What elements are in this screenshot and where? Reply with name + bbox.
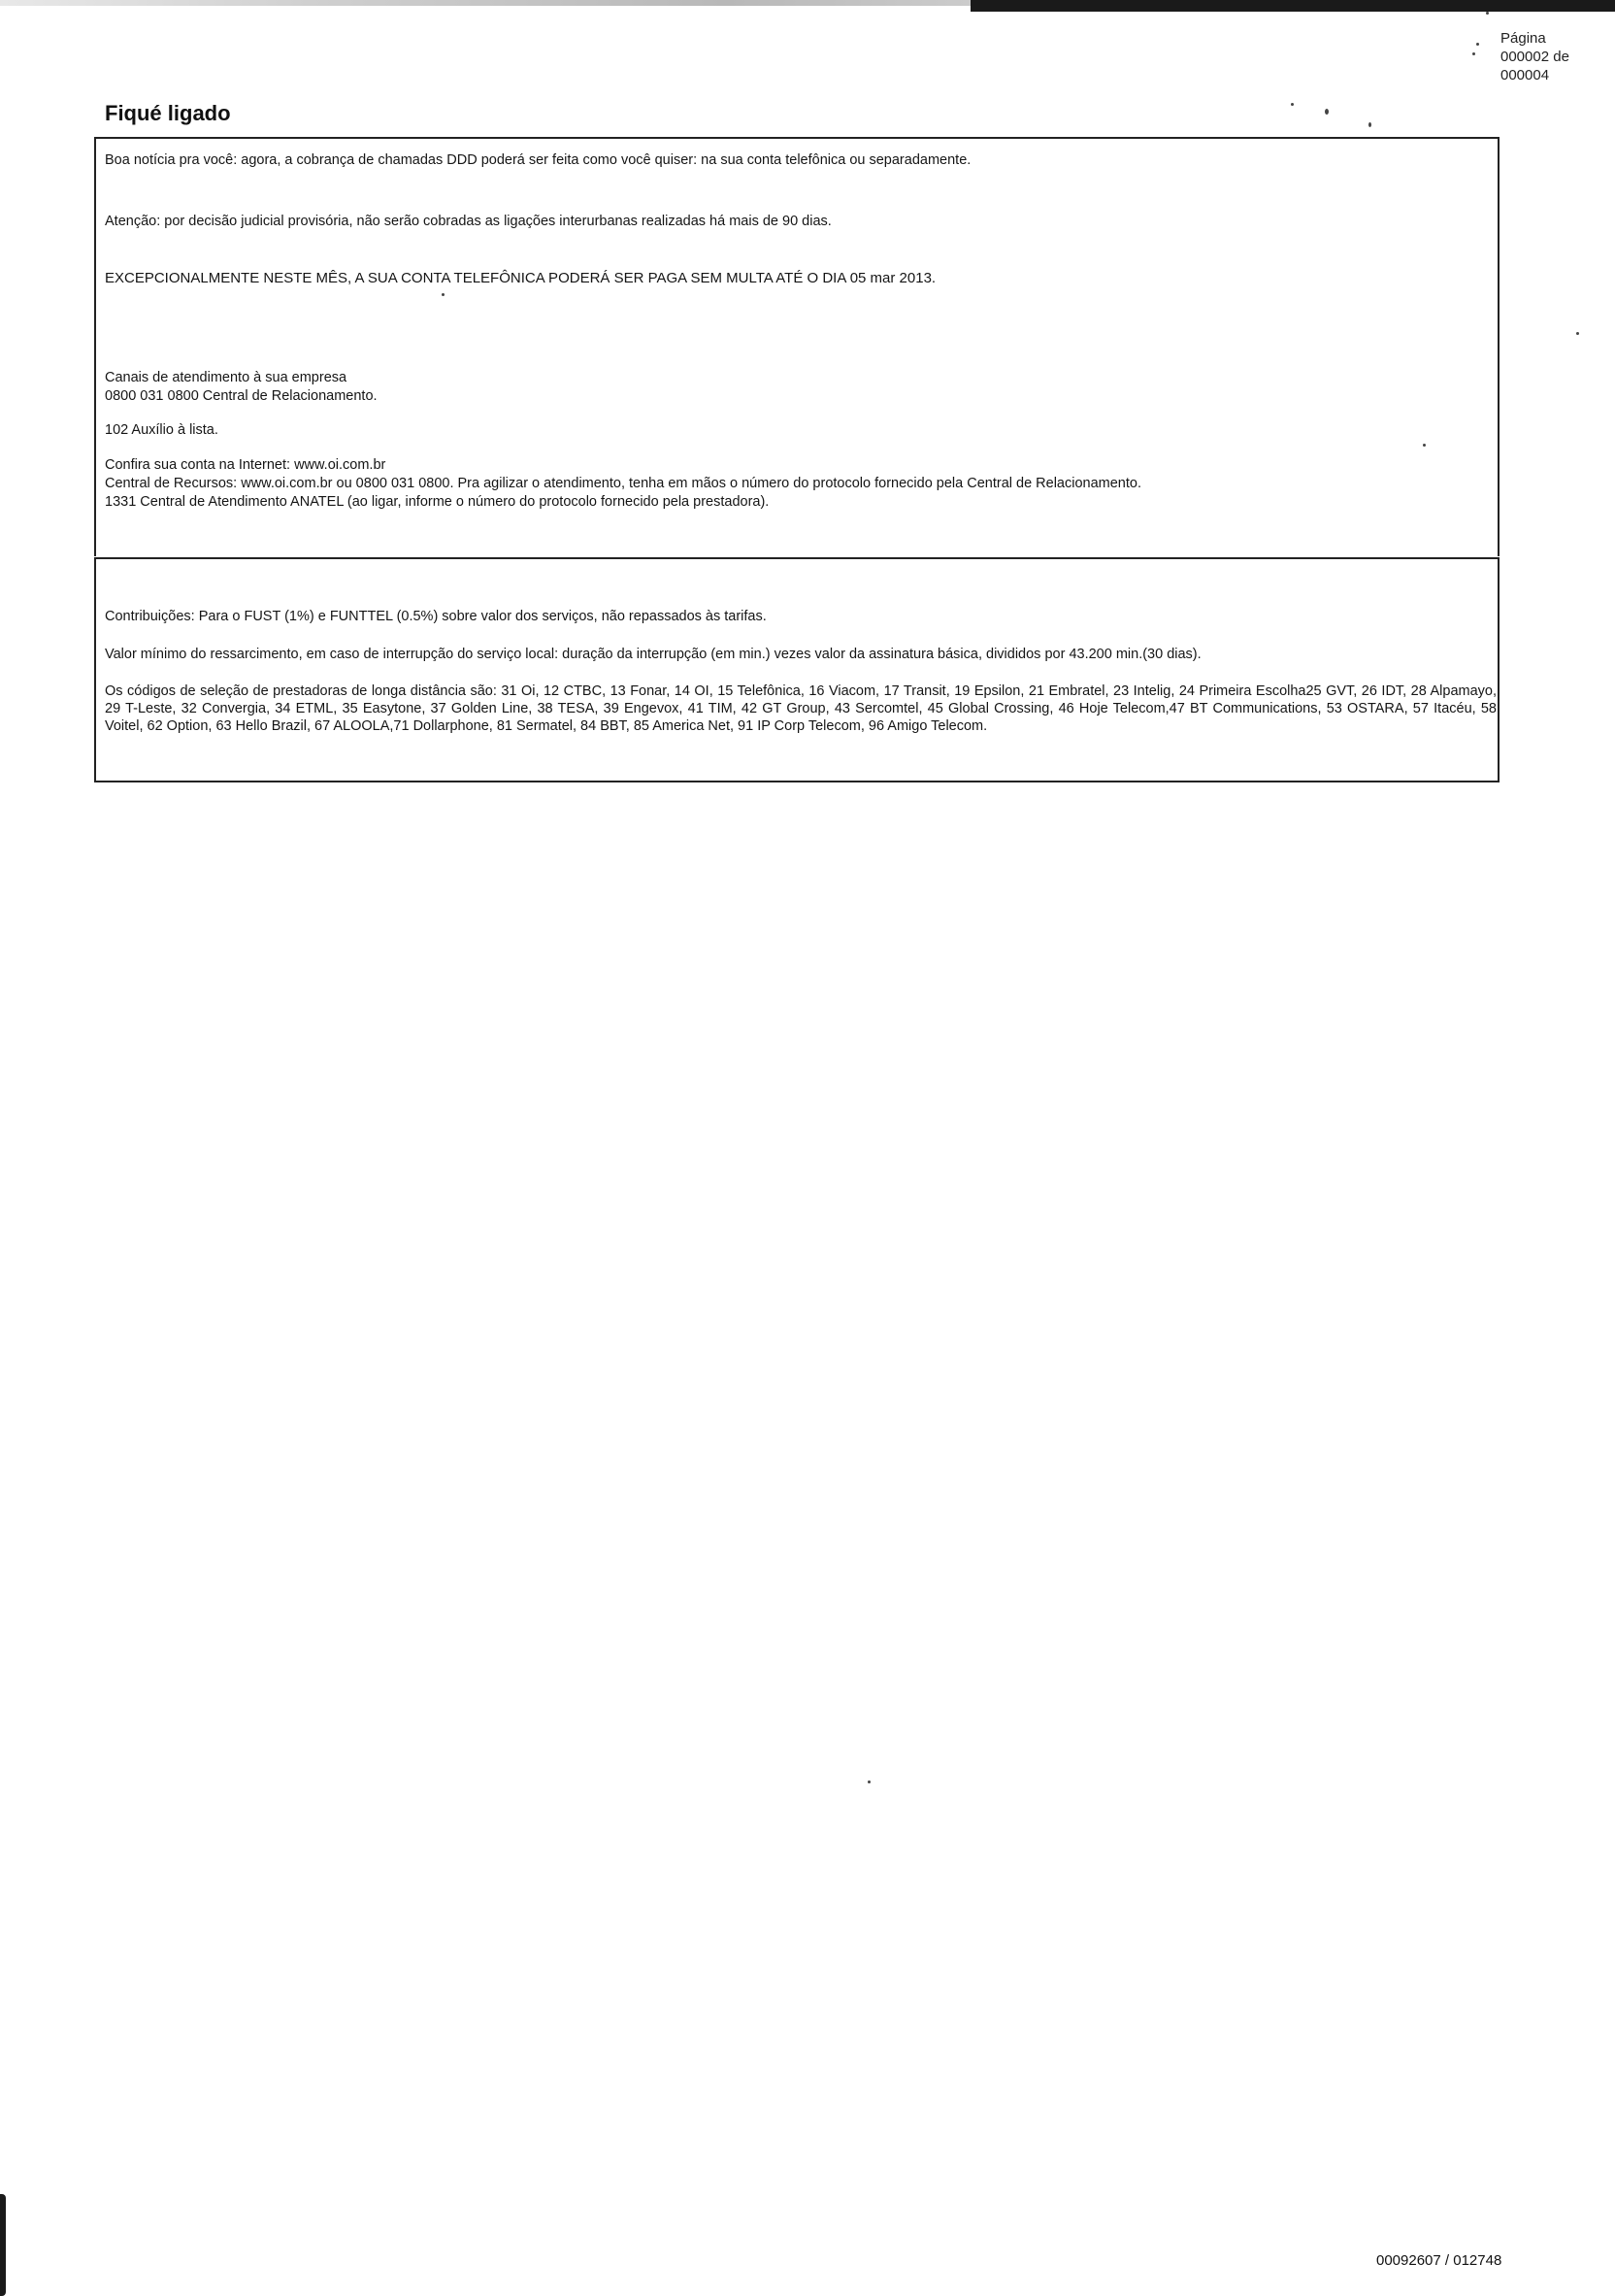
channel-anatel: 1331 Central de Atendimento ANATEL (ao ligar, informe o número do protocolo fornecido pela prestadora). [105, 494, 770, 510]
scan-speck [1486, 12, 1489, 15]
scan-speck [1368, 122, 1371, 127]
info-reimbursement: Valor mínimo do ressarcimento, em caso de interrupção do serviço local: duração da interrupção (em min.) vezes valor da assinatura básica, divididos por 43.200 min.(30 dias). [105, 647, 1202, 662]
channel-internet: Confira sua conta na Internet: www.oi.com.br [105, 457, 386, 473]
scan-speck [1472, 52, 1475, 55]
info-carrier-codes: Os códigos de seleção de prestadoras de longa distância são: 31 Oi, 12 CTBC, 13 Fonar, 14 OI, 15 Telefônica, 16 Viacom, 17 Transit, 19 Epsilon, 21 Embratel, 23 Intelig, 24 Primeira Escolha25 GVT, 26 IDT, 28 Alpamayo, 29 T-Leste, 32 Convergia, 34 ETML, 35 Easytone, 37 Golden Line, 38 TESA, 39 Engevox, 41 TIM, 42 GT Group, 43 Sercomtel, 45 Global Crossing, 46 Hoje Telecom,47 BT Communications, 53 OSTARA, 57 Itacéu, 58 Voitel, 62 Option, 63 Hello Brazil, 67 ALOOLA,71 Dollarphone, 81 Sermatel, 84 BBT, 85 America Net, 91 IP Corp Telecom, 96 Amigo Telecom. [105, 683, 1497, 734]
notice-judicial: Atenção: por decisão judicial provisória, não serão cobradas as ligações interurbanas realizadas há mais de 90 dias. [105, 214, 832, 229]
document-code: 00092607 / 012748 [1376, 2252, 1502, 2269]
page-number: 000002 de [1500, 49, 1569, 65]
info-contributions: Contribuições: Para o FUST (1%) e FUNTTEL (0.5%) sobre valor dos serviços, não repassados às tarifas. [105, 609, 767, 624]
channels-heading: Canais de atendimento à sua empresa [105, 370, 347, 385]
scan-speck [1325, 109, 1329, 115]
channel-relationship: 0800 031 0800 Central de Relacionamento. [105, 388, 378, 404]
info-box [94, 557, 1500, 782]
channel-directory: 102 Auxílio à lista. [105, 422, 218, 438]
scan-shadow-top [971, 0, 1615, 12]
notice-ddd: Boa notícia pra você: agora, a cobrança de chamadas DDD poderá ser feita como você quiser: na sua conta telefônica ou separadamente. [105, 152, 972, 168]
scan-shadow-left [0, 2194, 6, 2296]
page-label: Página [1500, 30, 1546, 47]
scan-speck [1476, 43, 1479, 46]
scan-speck [1291, 103, 1294, 106]
notice-due-date: EXCEPCIONALMENTE NESTE MÊS, A SUA CONTA TELEFÔNICA PODERÁ SER PAGA SEM MULTA ATÉ O DIA 05 mar 2013. [105, 270, 937, 286]
page-total: 000004 [1500, 67, 1550, 83]
page-indicator [1500, 29, 1569, 84]
scan-speck [1576, 332, 1579, 335]
scan-speck [868, 1780, 871, 1783]
section-title: Fiqué ligado [105, 101, 231, 125]
channel-resources: Central de Recursos: www.oi.com.br ou 0800 031 0800. Pra agilizar o atendimento, tenha em mãos o número do protocolo fornecido pela Central de Relacionamento. [105, 476, 1141, 491]
